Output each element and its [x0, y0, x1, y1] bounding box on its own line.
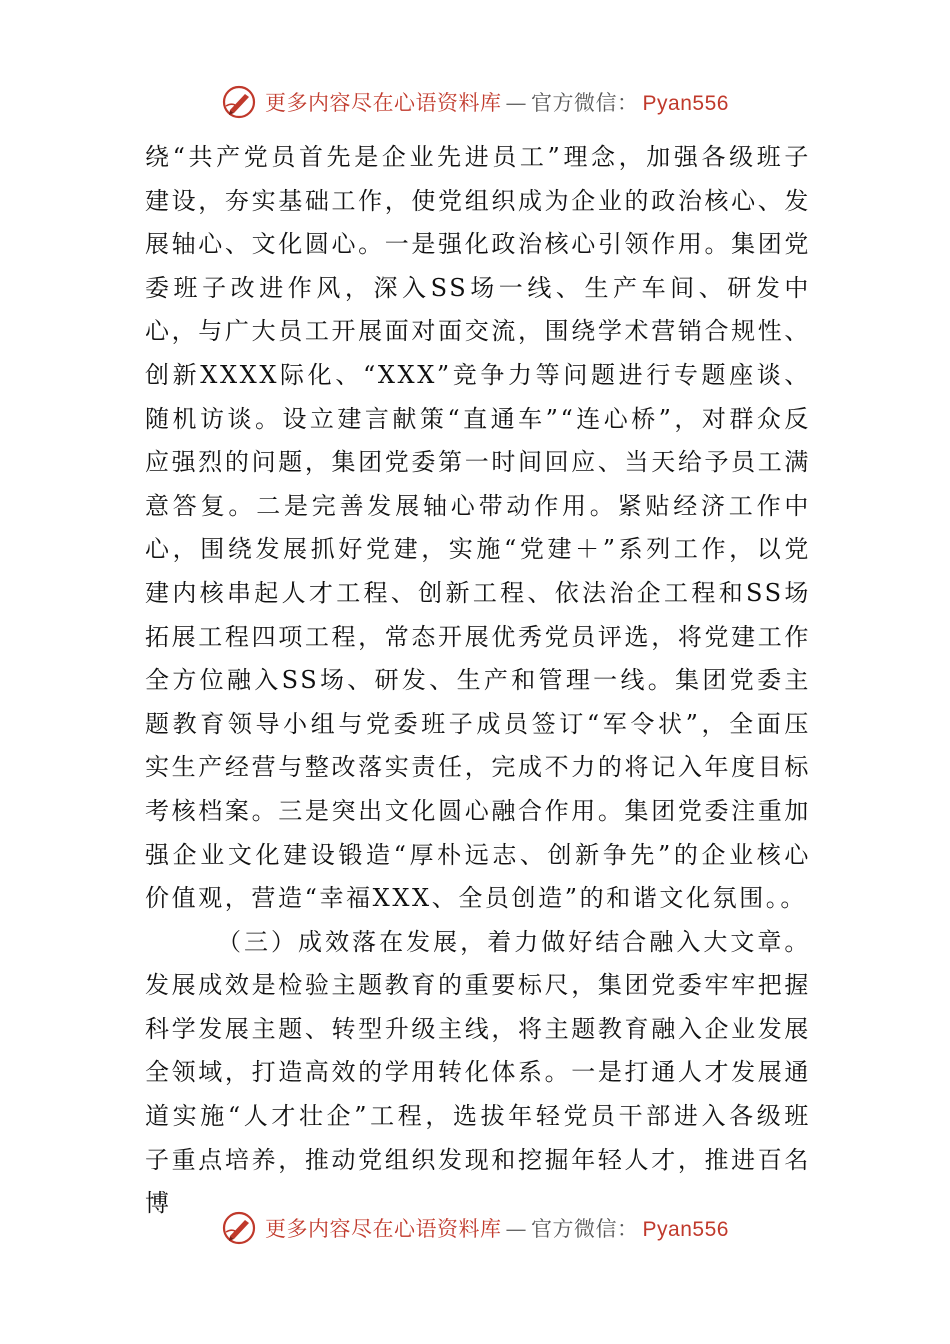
- banner-separator: —: [505, 91, 528, 115]
- banner-text: [265, 87, 729, 117]
- banner-slogan: 更多内容尽在心语资料库: [265, 91, 502, 115]
- document-body: [145, 136, 811, 1226]
- pen-logo-icon: [221, 84, 257, 120]
- banner-separator: —: [505, 1217, 528, 1241]
- banner-wechat-id: Pyan556: [642, 92, 729, 115]
- header-watermark-banner: [0, 84, 950, 120]
- paragraph-2: （三）成效落在发展，着力做好结合融入大文章。发展成效是检验主题教育的重要标尺，集团党委牢牢把握科学发展主题、转型升级主线，将主题教育融入企业发展全领域，打造高效的学用转化体系。一是打通人才发展通道实施“人才壮企”工程，选拔年轻党员干部进入各级班子重点培养，推动党组织发现和挖掘年轻人才，推进百名博: [145, 927, 811, 1218]
- banner-wechat-id: Pyan556: [642, 1218, 729, 1241]
- footer-watermark-banner: [0, 1210, 950, 1246]
- banner-wechat-label: 官方微信：: [531, 91, 639, 115]
- banner-slogan: 更多内容尽在心语资料库: [265, 1217, 502, 1241]
- pen-logo-icon: [221, 1210, 257, 1246]
- banner-text: [265, 1213, 729, 1243]
- banner-wechat-label: 官方微信：: [531, 1217, 639, 1241]
- paragraph-1: 绕“共产党员首先是企业先进员工”理念，加强各级班子建设，夯实基础工作，使党组织成为企业的政治核心、发展轴心、文化圆心。一是强化政治核心引领作用。集团党委班子改进作风，深入SS场一线、生产车间、研发中心，与广大员工开展面对面交流，围绕学术营销合规性、创新XXXX际化、“XXX”竞争力等问题进行专题座谈、随机访谈。设立建言献策“直通车”“连心桥”，对群众反应强烈的问题，集团党委第一时间回应、当天给予员工满意答复。二是完善发展轴心带动作用。紧贴经济工作中心，围绕发展抓好党建，实施“党建＋”系列工作，以党建内核串起人才工程、创新工程、依法治企工程和SS场拓展工程四项工程，常态开展优秀党员评选，将党建工作全方位融入SS场、研发、生产和管理一线。集团党委主题教育领导小组与党委班子成员签订“军令状”，全面压实生产经营与整改落实责任，完成不力的将记入年度目标考核档案。三是突出文化圆心融合作用。集团党委注重加强企业文化建设锻造“厚朴远志、创新争先”的企业核心价值观，营造“幸福XXX、全员创造”的和谐文化氛围。。: [145, 143, 811, 913]
